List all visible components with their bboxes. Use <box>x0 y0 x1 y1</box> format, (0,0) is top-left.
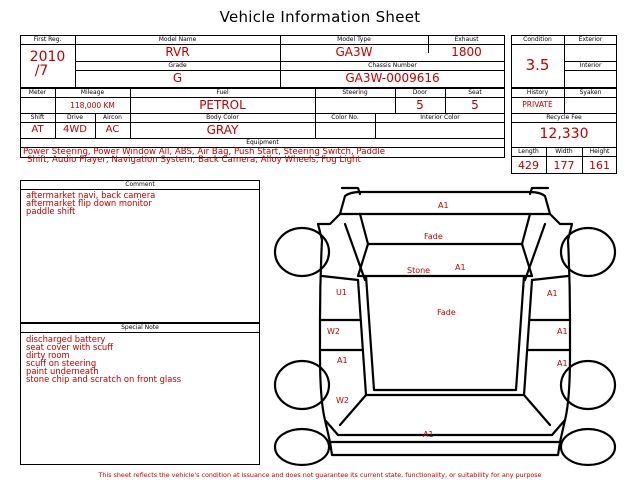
body-color-label: Body Color <box>206 114 239 121</box>
condition-label: Condition <box>523 36 552 43</box>
spare-wheel-right <box>561 429 615 465</box>
first-reg-year: 2010 <box>29 49 66 65</box>
width-label: Width <box>555 148 573 155</box>
first-reg-label: First Reg. <box>33 36 62 43</box>
footer-disclaimer: This sheet reflects the vehicle's condition at issuance and does not guarantee its current state, functionality, or suitability for any purpose <box>98 471 542 479</box>
length-label: Length <box>518 148 539 155</box>
special-note-line-2: seat cover with scuff <box>26 342 114 352</box>
interior-color-label: Interior Color <box>420 114 460 121</box>
model-type-label: Model Type <box>337 36 371 43</box>
height-value: 161 <box>589 159 610 172</box>
history-label: History <box>526 89 549 96</box>
mark-left-rear-quarter: W2 <box>336 396 349 405</box>
mark-roof-fade: Fade <box>437 308 456 317</box>
first-reg-month: /7 <box>34 63 49 79</box>
mark-right-front-fender: A1 <box>547 289 558 298</box>
comment-line-3: paddle shift <box>26 206 76 216</box>
mark-right-rear-door: A1 <box>557 359 568 368</box>
car-diagram <box>270 180 620 470</box>
body-color-value: GRAY <box>206 123 239 137</box>
special-note-line-6: stone chip and scratch on front glass <box>26 374 182 384</box>
drive-label: Drive <box>67 114 83 121</box>
shift-label: Shift <box>30 114 45 121</box>
grade-value: G <box>172 71 183 85</box>
special-note-line-1: discharged battery <box>26 334 106 344</box>
aircon-label: Aircon <box>103 114 122 121</box>
grade-label: Grade <box>168 62 187 69</box>
exhaust-label: Exhaust <box>454 36 479 43</box>
mark-windshield-a1: A1 <box>455 263 466 272</box>
syaken-label: Syaken <box>579 89 602 96</box>
comment-line-2: aftermarket flip down monitor <box>26 198 152 208</box>
mark-right-front-door: A1 <box>557 327 568 336</box>
meter-label: Meter <box>28 89 47 96</box>
interior-label: Interior <box>579 62 602 69</box>
seat-label: Seat <box>468 89 482 96</box>
mileage-value: 118,000 KM <box>70 101 115 110</box>
mark-rear: A1 <box>423 430 434 439</box>
fuel-value: PETROL <box>199 98 246 112</box>
mark-hood-fade: Fade <box>424 232 443 241</box>
shift-value: AT <box>31 124 44 135</box>
recycle-fee-value: 12,330 <box>539 126 589 142</box>
exterior-label: Exterior <box>578 36 603 43</box>
mark-windshield-stone: Stone <box>407 266 431 275</box>
recycle-fee-label: Recycle Fee <box>546 114 582 121</box>
spare-wheel-left <box>275 429 329 465</box>
special-note-label: Special Note <box>121 324 159 331</box>
exhaust-value: 1800 <box>451 45 482 59</box>
condition-value: 3.5 <box>525 56 550 74</box>
length-value: 429 <box>518 159 539 172</box>
mark-left-front-fender: U1 <box>336 288 347 297</box>
history-value: PRIVATE <box>522 100 553 109</box>
chassis-label: Chassis Number <box>368 62 417 69</box>
model-type-value: GA3W <box>335 45 373 59</box>
drive-value: 4WD <box>63 124 87 135</box>
color-no-label: Color No. <box>331 114 359 121</box>
comment-line-1: aftermarket navi, back camera <box>26 190 156 200</box>
comment-label: Comment <box>125 181 155 188</box>
mileage-label: Mileage <box>80 89 105 96</box>
fuel-label: Fuel <box>216 89 229 96</box>
door-value: 5 <box>416 98 424 112</box>
mark-left-rear-door: A1 <box>337 356 348 365</box>
width-value: 177 <box>553 159 575 172</box>
model-name-label: Model Name <box>158 36 197 43</box>
special-note-line-4: scuff on steering <box>26 358 97 368</box>
model-name-value: RVR <box>165 45 190 59</box>
mark-front: A1 <box>438 201 449 210</box>
height-label: Height <box>589 148 610 155</box>
aircon-value: AC <box>105 124 120 135</box>
steering-label: Steering <box>342 89 368 96</box>
seat-value: 5 <box>471 98 479 112</box>
special-note-line-3: dirty room <box>26 350 70 360</box>
chassis-value: GA3W-0009616 <box>345 71 440 85</box>
door-label: Door <box>412 89 428 96</box>
mark-left-front-door: W2 <box>327 327 340 336</box>
equipment-line-2: Shift, Audio Player, Navigation System, Back Camera, Alloy Wheels, Fog Light <box>27 155 361 165</box>
page-title: Vehicle Information Sheet <box>219 8 421 26</box>
equipment-label: Equipment <box>246 139 279 146</box>
equipment-line-1: Power Steering, Power Window All, ABS, Air Bag, Push Start, Steering Switch, Paddle <box>23 147 386 157</box>
special-note-line-5: paint underneath <box>26 366 99 376</box>
